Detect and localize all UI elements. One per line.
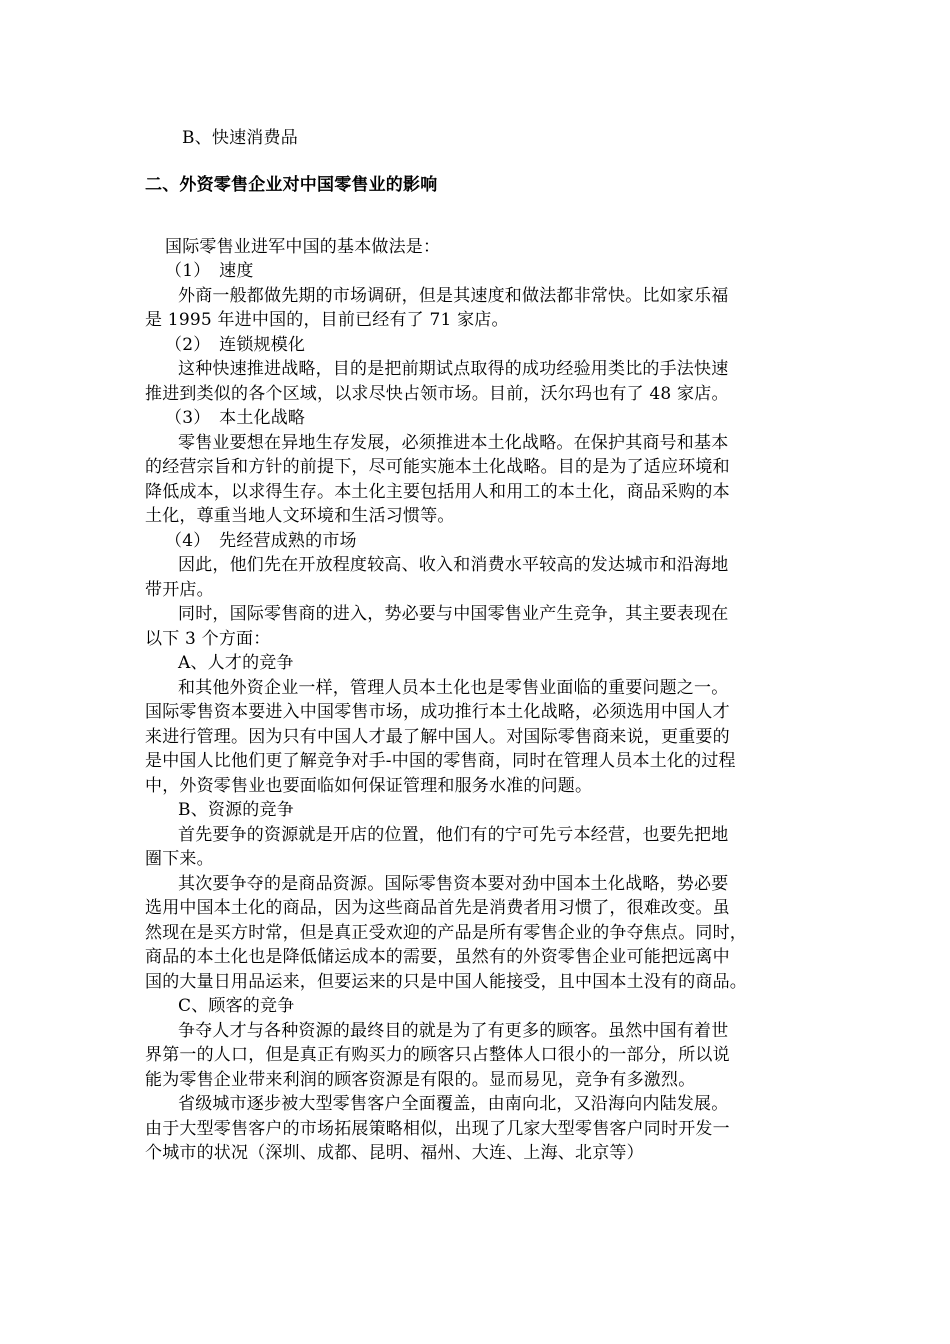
paragraph-line: 选用中国本土化的商品，因为这些商品首先是消费者用习惯了，很难改变。虽 bbox=[145, 898, 730, 918]
numbered-heading-1: （1） 速度 bbox=[165, 261, 254, 281]
paragraph-line: 是 1995 年进中国的，目前已经有了 71 家店。 bbox=[145, 310, 509, 330]
numbered-heading-4: （4） 先经营成熟的市场 bbox=[165, 531, 357, 551]
numbered-heading-2: （2） 连锁规模化 bbox=[165, 335, 306, 355]
paragraph-line: 土化，尊重当地人文环境和生活习惯等。 bbox=[145, 506, 455, 526]
paragraph-line: 然现在是买方时常，但是真正受欢迎的产品是所有零售企业的争夺焦点。同时， bbox=[145, 923, 747, 943]
paragraph-line: 国的大量日用品运来，但要运来的只是中国人能接受，且中国本土没有的商品。 bbox=[145, 972, 747, 992]
subheading-b-resources: B、资源的竞争 bbox=[178, 800, 294, 820]
paragraph-line: 首先要争的资源就是开店的位置，他们有的宁可先亏本经营，也要先把地 bbox=[178, 825, 729, 845]
paragraph-line: 国际零售资本要进入中国零售市场，成功推行本土化战略，必须选用中国人才 bbox=[145, 702, 730, 722]
subheading-c-customers: C、顾客的竞争 bbox=[178, 996, 295, 1016]
paragraph-line: 零售业要想在异地生存发展，必须推进本土化战略。在保护其商号和基本 bbox=[178, 433, 729, 453]
paragraph-line: 省级城市逐步被大型零售客户全面覆盖，由南向北，又沿海向内陆发展。 bbox=[178, 1094, 729, 1114]
paragraph-line: 能为零售企业带来利润的顾客资源是有限的。显而易见，竞争有多激烈。 bbox=[145, 1070, 696, 1090]
paragraph-line: 的经营宗旨和方针的前提下，尽可能实施本土化战略。目的是为了适应环境和 bbox=[145, 457, 730, 477]
paragraph-line: 推进到类似的各个区域，以求尽快占领市场。目前，沃尔玛也有了 48 家店。 bbox=[145, 384, 729, 404]
paragraph-line: 这种快速推进战略，目的是把前期试点取得的成功经验用类比的手法快速 bbox=[178, 359, 729, 379]
paragraph-line: 圈下来。 bbox=[145, 849, 214, 869]
paragraph-line: 带开店。 bbox=[145, 580, 214, 600]
numbered-heading-3: （3） 本土化战略 bbox=[165, 408, 306, 428]
paragraph-line: 中，外资零售业也要面临如何保证管理和服务水准的问题。 bbox=[145, 776, 593, 796]
paragraph-line: 和其他外资企业一样，管理人员本土化也是零售业面临的重要问题之一。 bbox=[178, 678, 729, 698]
paragraph-line: 因此，他们先在开放程度较高、收入和消费水平较高的发达城市和沿海地 bbox=[178, 555, 729, 575]
paragraph-line: 同时，国际零售商的进入，势必要与中国零售业产生竞争，其主要表现在 bbox=[178, 604, 729, 624]
paragraph-line: 降低成本，以求得生存。本土化主要包括用人和用工的本土化，商品采购的本 bbox=[145, 482, 730, 502]
subheading-a-talent: A、人才的竞争 bbox=[178, 653, 294, 673]
paragraph-line: 外商一般都做先期的市场调研，但是其速度和做法都非常快。比如家乐福 bbox=[178, 286, 729, 306]
paragraph-line: 商品的本土化也是降低储运成本的需要，虽然有的外资零售企业可能把远离中 bbox=[145, 947, 730, 967]
paragraph-line: 争夺人才与各种资源的最终目的就是为了有更多的顾客。虽然中国有着世 bbox=[178, 1021, 729, 1041]
paragraph-line: 以下 3 个方面： bbox=[145, 629, 271, 649]
paragraph-line: 是中国人比他们更了解竞争对手-中国的零售商，同时在管理人员本土化的过程 bbox=[145, 751, 736, 771]
paragraph-line: 界第一的人口，但是真正有购买力的顾客只占整体人口很小的一部分，所以说 bbox=[145, 1045, 730, 1065]
section-heading: 二、外资零售企业对中国零售业的影响 bbox=[145, 175, 438, 195]
paragraph-line: 来进行管理。因为只有中国人才最了解中国人。对国际零售商来说，更重要的 bbox=[145, 727, 730, 747]
paragraph-line: 其次要争夺的是商品资源。国际零售资本要对劲中国本土化战略，势必要 bbox=[178, 874, 729, 894]
paragraph-line: 国际零售业进军中国的基本做法是： bbox=[165, 237, 441, 257]
paragraph-line: 个城市的状况（深圳、成都、昆明、福州、大连、上海、北京等） bbox=[145, 1143, 644, 1163]
list-item-b-fmcg: B、快速消费品 bbox=[182, 128, 298, 148]
paragraph-line: 由于大型零售客户的市场拓展策略相似，出现了几家大型零售客户同时开发一 bbox=[145, 1119, 730, 1139]
